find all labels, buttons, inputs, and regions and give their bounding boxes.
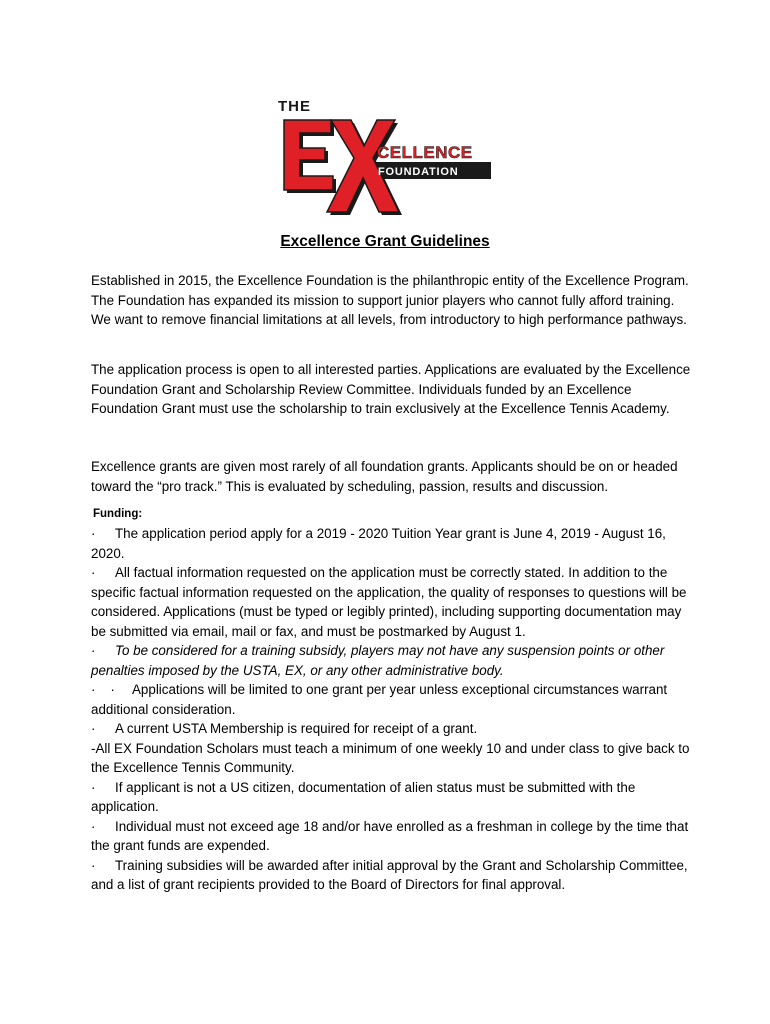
svg-text:THE: THE xyxy=(278,98,311,115)
list-item-text: Individual must not exceed age 18 and/or have enrolled as a freshman in college by the time that the grant funds are expended. xyxy=(91,818,689,853)
bullet-icon: · xyxy=(91,857,96,873)
excellence-foundation-logo xyxy=(275,94,497,218)
list-item-text: Applications will be limited to one grant per year unless exceptional circumstances warrant additional consideration. xyxy=(91,682,668,717)
bullet-icon: · xyxy=(91,779,96,795)
list-item-text: A current USTA Membership is required for receipt of a grant. xyxy=(115,721,478,736)
list-item xyxy=(91,817,691,856)
bullet-icon: · xyxy=(91,721,96,736)
bullet-icon: · xyxy=(91,643,96,658)
list-item xyxy=(91,524,691,563)
double-bullet-icon: · · xyxy=(91,682,115,697)
list-item xyxy=(91,739,691,778)
svg-text:CELLENCE: CELLENCE xyxy=(377,143,473,162)
list-item-text: To be considered for a training subsidy, players may not have any suspension points or other penalties imposed by the USTA, EX, or any other administrative body. xyxy=(91,643,665,678)
grant-rarity-paragraph xyxy=(91,457,691,496)
list-item-text: -All EX Foundation Scholars must teach a minimum of one weekly 10 and under class to give back to the Excellence Tennis Community. xyxy=(91,740,690,775)
funding-heading: Funding: xyxy=(93,508,143,520)
list-item xyxy=(91,641,691,680)
list-item xyxy=(91,680,691,719)
svg-text:FOUNDATION: FOUNDATION xyxy=(378,166,459,178)
paragraph-text: Excellence grants are given most rarely of all foundation grants. Applicants should be on or headed toward the “pro track.” This is evaluated by scheduling, passion, results and discussion. xyxy=(91,459,678,494)
intro-paragraph xyxy=(91,271,691,330)
bullet-icon: · xyxy=(91,818,96,834)
list-item xyxy=(91,778,691,817)
bullet-icon: · xyxy=(91,526,96,541)
page-title: Excellence Grant Guidelines xyxy=(280,233,490,250)
funding-list xyxy=(91,524,691,895)
list-item-text: The application period apply for a 2019 - 2020 Tuition Year grant is June 4, 2019 - August 16, 2020. xyxy=(91,526,666,561)
list-item-text: All factual information requested on the application must be correctly stated. In addition to the specific factual information requested on the application, the quality of responses to questions will be considered. Applications (must be typed or legibly printed), including supporting documentation may be submitted via email, mail or fax, and must be postmarked by August 1. xyxy=(91,565,687,639)
list-item xyxy=(91,563,691,641)
application-process-paragraph xyxy=(91,360,691,419)
list-item xyxy=(91,856,691,895)
paragraph-text: Established in 2015, the Excellence Foundation is the philanthropic entity of the Excellence Program. The Foundation has expanded its mission to support junior players who cannot fully afford training. We want to remove financial limitations at all levels, from introductory to high performance pathways. xyxy=(91,273,689,327)
paragraph-text: The application process is open to all interested parties. Applications are evaluated by the Excellence Foundation Grant and Scholarship Review Committee. Individuals funded by an Excellence Foundation Grant must use the scholarship to train exclusively at the Excellence Tennis Academy. xyxy=(91,362,691,416)
bullet-icon: · xyxy=(91,565,96,580)
list-item xyxy=(91,719,691,739)
list-item-text: Training subsidies will be awarded after initial approval by the Grant and Scholarship Committee, and a list of grant recipients provided to the Board of Directors for final approval. xyxy=(91,857,688,892)
list-item-text: If applicant is not a US citizen, documentation of alien status must be submitted with the application. xyxy=(91,779,636,814)
